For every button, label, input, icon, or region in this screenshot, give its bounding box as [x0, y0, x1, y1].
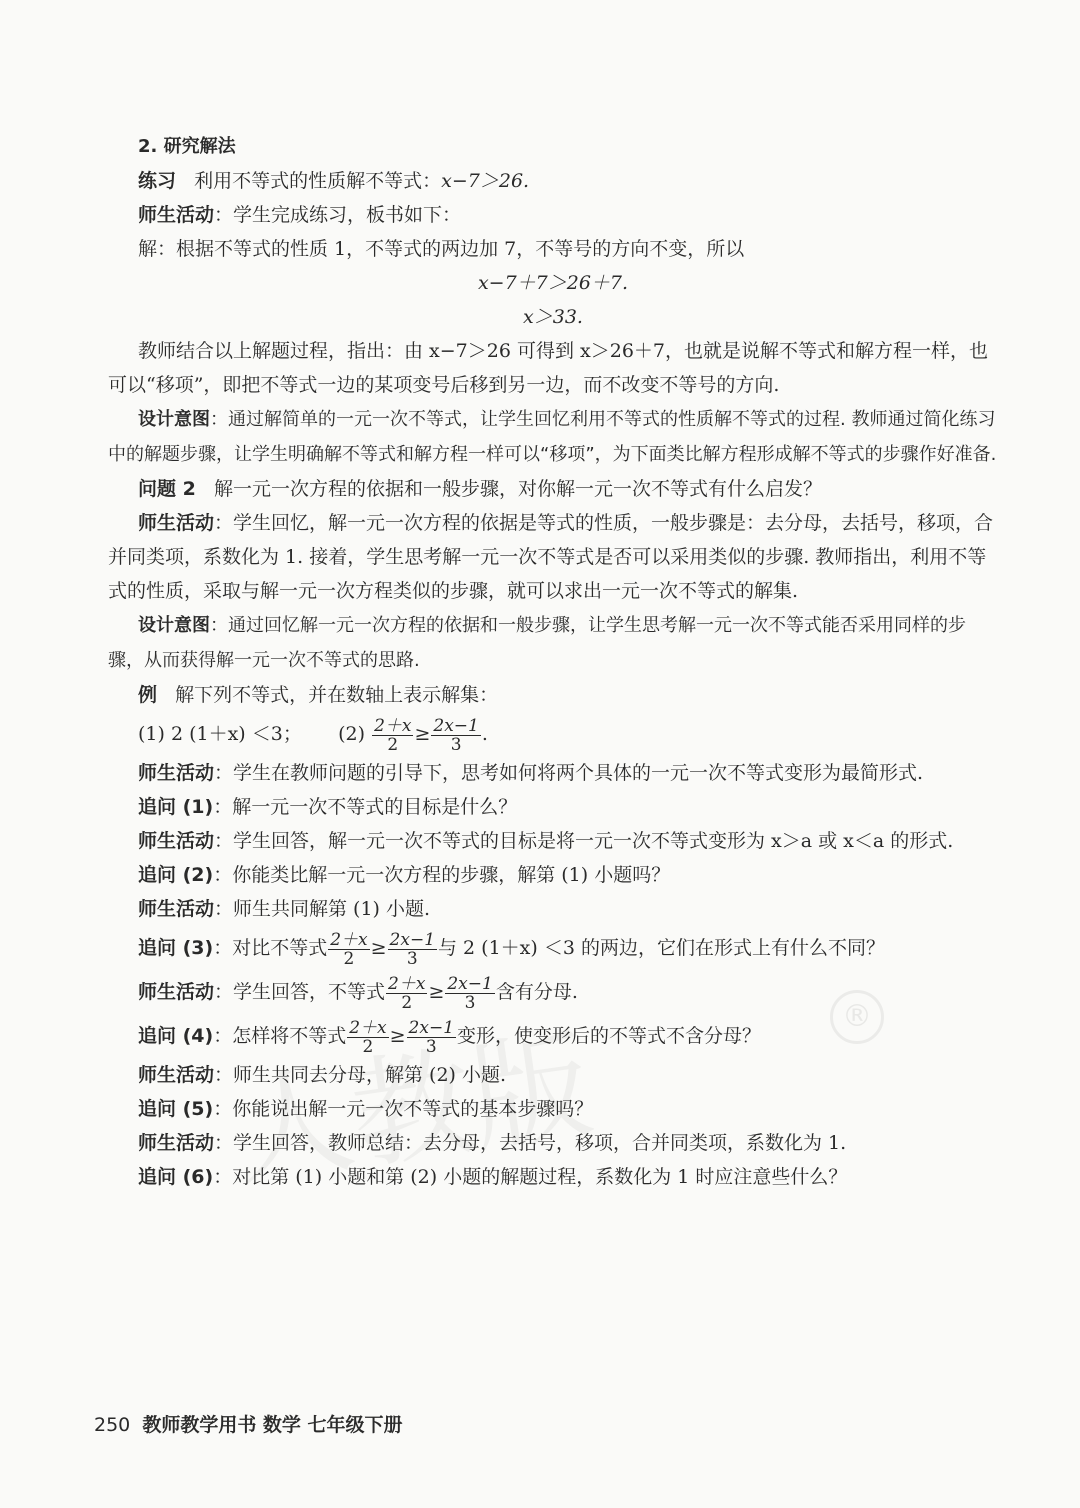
example-item-2-prefix: (2) — [338, 723, 366, 745]
followup-label: 追问 (2) — [138, 864, 214, 886]
followup-text: ：你能说出解一元一次不等式的基本步骤吗？ — [213, 1098, 594, 1120]
solution-equation-2: x＞33. — [523, 306, 583, 328]
activity-text: ：学生完成练习，板书如下： — [214, 204, 462, 226]
followup-label: 追问 (6) — [138, 1166, 214, 1188]
fraction-b — [388, 931, 437, 968]
question-label: 问题 2 — [138, 478, 196, 500]
fraction-numerator: 2x−1 — [389, 929, 436, 950]
activity-paragraph-5 — [108, 892, 998, 926]
solution-line: 解：根据不等式的性质 1，不等式的两边加 7，不等号的方向不变，所以 — [138, 238, 745, 260]
question-2-paragraph — [108, 472, 998, 506]
page-number: 250 — [94, 1414, 131, 1436]
activity-paragraph-6 — [108, 970, 998, 1014]
followup-text: ：对比第 (1) 小题和第 (2) 小题的解题过程，系数化为 1 时应注意些什么？ — [213, 1166, 848, 1188]
activity-text: ：学生回答，解一元一次不等式的目标是将一元一次不等式变形为 x＞a 或 x＜a 的形式. — [214, 830, 954, 852]
geq-symbol: ≥ — [414, 723, 431, 745]
fraction-a — [372, 717, 413, 754]
activity-label: 师生活动 — [138, 512, 215, 534]
fraction-denominator: 2 — [362, 1036, 374, 1057]
activity-label: 师生活动 — [138, 204, 215, 226]
fraction-denominator: 3 — [464, 992, 476, 1013]
followup-text-pre: ：怎样将不等式 — [213, 1025, 347, 1047]
fraction-a — [328, 931, 369, 968]
exercise-paragraph — [108, 164, 998, 198]
followup-label: 追问 (5) — [138, 1098, 214, 1120]
fraction-b — [431, 717, 480, 754]
example-paragraph — [108, 678, 998, 712]
fraction-numerator: 2＋x — [388, 973, 426, 994]
activity-paragraph-7 — [108, 1058, 998, 1092]
fraction-numerator: 2x−1 — [433, 715, 479, 736]
followup-text: ：解一元一次不等式的目标是什么？ — [213, 796, 518, 818]
activity-text: ：学生回答，教师总结：去分母，去括号，移项，合并同类项，系数化为 1. — [214, 1132, 847, 1154]
design-intent-paragraph-1 — [108, 402, 998, 472]
activity-text: ：师生共同解第 (1) 小题. — [214, 898, 431, 920]
fraction-denominator: 2 — [401, 992, 413, 1013]
exercise-text: 利用不等式的性质解不等式： — [194, 170, 442, 192]
fraction-numerator: 2＋x — [374, 715, 412, 736]
activity-label: 师生活动 — [138, 830, 215, 852]
followup-text-post: 变形，使变形后的不等式不含分母？ — [457, 1025, 762, 1047]
example-text: 解下列不等式，并在数轴上表示解集： — [175, 684, 499, 706]
example-items — [108, 712, 998, 756]
fraction-b — [407, 1019, 456, 1056]
activity-label: 师生活动 — [138, 981, 215, 1003]
activity-paragraph — [108, 198, 998, 232]
followup-1 — [108, 790, 998, 824]
exercise-expr: x−7＞26. — [441, 170, 530, 192]
book-title: 教师教学用书 数学 七年级下册 — [142, 1414, 403, 1436]
activity-text-pre: ：学生回答，不等式 — [214, 981, 386, 1003]
followup-2 — [108, 858, 998, 892]
fraction-denominator: 3 — [425, 1036, 437, 1057]
question-text: 解一元一次方程的依据和一般步骤，对你解一元一次不等式有什么启发？ — [213, 478, 822, 500]
summary-paragraph — [108, 334, 998, 402]
followup-4 — [108, 1014, 998, 1058]
example-label: 例 — [138, 684, 158, 706]
fraction-numerator: 2＋x — [330, 929, 368, 950]
fraction-denominator: 2 — [343, 948, 355, 969]
design-intent-paragraph-2 — [108, 608, 998, 678]
page-footer — [94, 1410, 403, 1437]
activity-label: 师生活动 — [138, 1132, 215, 1154]
design-label: 设计意图 — [138, 409, 210, 430]
fraction-numerator: 2x−1 — [447, 973, 493, 994]
geq-symbol: ≥ — [370, 937, 387, 959]
followup-text-post: 与 2 (1＋x) ＜3 的两边，它们在形式上有什么不同？ — [438, 937, 885, 959]
activity-label: 师生活动 — [138, 762, 215, 784]
fraction-a — [386, 975, 427, 1012]
fraction-numerator: 2x−1 — [408, 1017, 455, 1038]
followup-text-pre: ：对比不等式 — [213, 937, 328, 959]
followup-text: ：你能类比解一元一次方程的步骤，解第 (1) 小题吗？ — [213, 864, 671, 886]
example-item-1: (1) 2 (1＋x) ＜3； — [138, 723, 302, 745]
followup-5 — [108, 1092, 998, 1126]
fraction-denominator: 2 — [387, 734, 399, 755]
solution-equation-1: x−7＋7＞26＋7. — [477, 272, 629, 294]
activity-label: 师生活动 — [138, 898, 215, 920]
fraction-b — [445, 975, 494, 1012]
fraction-denominator: 3 — [450, 734, 462, 755]
example-item-2-suffix: . — [481, 723, 488, 745]
fraction-numerator: 2＋x — [349, 1017, 387, 1038]
fraction-a — [347, 1019, 388, 1056]
geq-symbol: ≥ — [428, 981, 445, 1003]
geq-symbol: ≥ — [389, 1025, 406, 1047]
activity-paragraph-2 — [108, 506, 998, 608]
design-text: ：通过解简单的一元一次不等式，让学生回忆利用不等式的性质解不等式的过程. 教师通过简化练习中的解题步骤，让学生明确解不等式和解方程一样可以“移项”，为下面类比解方程形成解不等式的步骤作好准备. — [108, 409, 997, 465]
activity-text: ：师生共同去分母，解第 (2) 小题. — [214, 1064, 507, 1086]
design-label: 设计意图 — [138, 615, 210, 636]
fraction-denominator: 3 — [406, 948, 418, 969]
activity-paragraph-8 — [108, 1126, 998, 1160]
followup-3 — [108, 926, 998, 970]
exercise-label: 练习 — [138, 170, 177, 192]
registered-mark-icon: ® — [830, 990, 884, 1044]
followup-label: 追问 (3) — [138, 937, 214, 959]
activity-label: 师生活动 — [138, 1064, 215, 1086]
activity-paragraph-3 — [108, 756, 998, 790]
design-text: ：通过回忆解一元一次方程的依据和一般步骤，让学生思考解一元一次不等式能否采用同样的步骤，从而获得解一元一次不等式的思路. — [108, 615, 966, 671]
followup-6 — [108, 1160, 998, 1194]
summary-text: 教师结合以上解题过程，指出：由 x−7＞26 可得到 x＞26＋7，也就是说解不等式和解方程一样，也可以“移项”，即把不等式一边的某项变号后移到另一边，而不改变不等号的方向. — [108, 340, 989, 396]
activity-text: ：学生回忆，解一元一次方程的依据是等式的性质，一般步骤是：去分母，去括号，移项，合并同类项，系数化为 1. 接着，学生思考解一元一次不等式是否可以采用类似的步骤. 教师指出，利用不等式的性质，采取与解一元一次方程类似的步骤，就可以求出一元一次不等式的解集. — [108, 512, 994, 602]
activity-paragraph-4 — [108, 824, 998, 858]
activity-text-post: 含有分母. — [495, 981, 578, 1003]
activity-text: ：学生在教师问题的引导下，思考如何将两个具体的一元一次不等式变形为最简形式. — [214, 762, 924, 784]
followup-label: 追问 (1) — [138, 796, 214, 818]
page-content — [108, 130, 998, 1194]
followup-label: 追问 (4) — [138, 1025, 214, 1047]
section-title: 2. 研究解法 — [138, 136, 236, 157]
